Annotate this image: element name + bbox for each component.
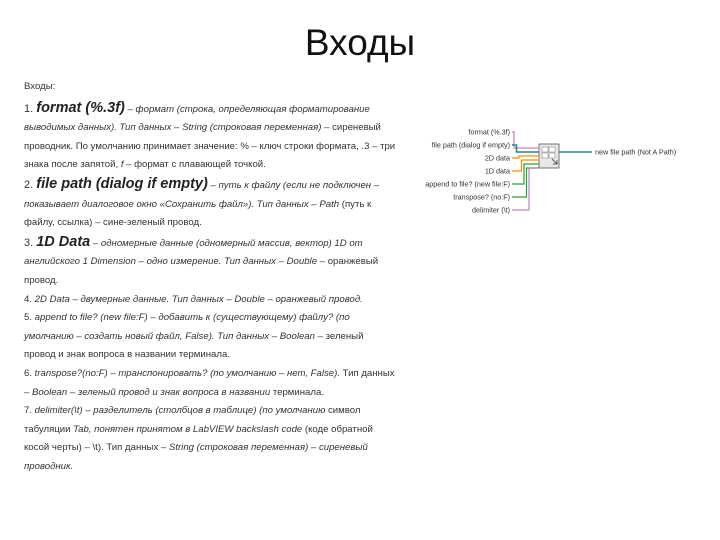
terminal-wire (512, 164, 539, 184)
input-description-part: Path (319, 198, 340, 210)
input-number: 3. (24, 236, 37, 249)
input-item (24, 365, 396, 402)
input-item (24, 99, 396, 175)
vi-connector-diagram (414, 126, 714, 222)
vi-input-terminal (485, 154, 539, 163)
terminal-label: file path (dialog if empty) (431, 140, 510, 150)
input-description-part: String (строковая переменная) – сиреневый проводник. (24, 442, 368, 472)
write-to-spreadsheet-vi-icon (414, 126, 714, 222)
input-description-part: String (строковая переменная) (182, 122, 322, 134)
input-number: 2. (24, 178, 37, 191)
vi-input-terminal (432, 141, 539, 153)
input-description-part: (путь к файлу, ссылка) – сине-зеленый провод. (24, 198, 372, 229)
output-label: new file path (Not A Path) (595, 147, 677, 157)
terminal-wire (512, 168, 539, 210)
input-description-part: терминала. (272, 386, 324, 398)
vi-block (539, 144, 559, 168)
slide-title: Входы (304, 22, 416, 63)
input-number: 1. (24, 102, 37, 115)
input-description-part: ). Тип данных – Boolean – (208, 330, 326, 342)
input-description-part: Tab, понятен принятом в LabVIEW backslash code (73, 423, 305, 435)
terminal-label: transpose? (no:F) (453, 192, 510, 202)
terminal-label: 1D data (484, 166, 510, 176)
inputs-description (24, 78, 396, 476)
input-description-part: – путь к файлу (если не подключен – показывает диалоговое окно «Сохранить файл»). Тип данных – (24, 179, 380, 210)
terminal-label: delimiter (\t) (472, 205, 510, 215)
terminal-wire (512, 168, 539, 197)
input-description-part: (коде обратной косой черты) – \t). Тип данных – (24, 423, 373, 454)
terminal-label: append to file? (new file:F) (425, 179, 510, 189)
input-name: format (%.3f) (36, 99, 125, 116)
input-description-part: f (120, 159, 124, 171)
input-item (24, 175, 396, 233)
vi-output-terminal (559, 148, 676, 157)
input-description-part: transpose?(no:F) – транспонировать? (по умолчанию – нет, False). (34, 367, 343, 379)
input-description-part: append to file? (new file:F) – добавить к (существующему) файлу? (по умолчанию – создать новый файл, (24, 312, 350, 342)
input-item (24, 291, 396, 310)
input-item (24, 233, 396, 291)
input-number: 7. (24, 405, 35, 417)
input-description-part: Double (286, 256, 318, 268)
terminal-wire (512, 160, 539, 171)
inputs-list (24, 99, 396, 477)
input-description-part: – одномерные данные (одномерный массив, вектор) 1D от английского 1 Dimension – одно измерение. Тип данных – (24, 237, 363, 268)
input-description-part: – формат с плавающей точкой. (123, 159, 266, 171)
input-description-part: зеленый провод и знак вопроса в названии терминала. (24, 330, 364, 361)
input-description-part: Тип данных – (24, 367, 395, 398)
terminal-wire (512, 156, 539, 158)
input-number: 4. (24, 293, 35, 305)
input-description-part: – сиреневый проводник. По умолчанию принимает значение: % – ключ строки формата, .3 – три знака после запятой, (24, 122, 396, 171)
terminal-label: 2D data (484, 153, 510, 163)
input-number: 5. (24, 312, 35, 324)
input-description-part: – оранжевый провод. (24, 256, 379, 286)
input-description-part: символ табуляции (24, 405, 361, 435)
input-item (24, 309, 396, 365)
intro-label: Входы: (24, 81, 56, 92)
terminal-label: format (%.3f) (468, 127, 510, 137)
input-description-part: Boolean – зеленый провод и знак вопроса в названии (32, 386, 273, 398)
input-description-part: – двумерные данные. Тип данных – Double – оранжевый провод. (69, 293, 363, 305)
input-name: file path (dialog if empty) (36, 175, 208, 192)
input-description-part: – формат (строка, определяющая форматирование выводимых данных). Тип данных – (24, 103, 370, 134)
input-item (24, 402, 396, 476)
input-description-part: delimiter(\t) – разделитель (столбцов в таблице) (по умолчанию (34, 405, 328, 417)
input-description-part: False (185, 330, 209, 342)
input-number: 6. (24, 367, 35, 379)
input-description-part: 2D Data (34, 293, 70, 305)
input-name: 1D Data (36, 233, 91, 250)
